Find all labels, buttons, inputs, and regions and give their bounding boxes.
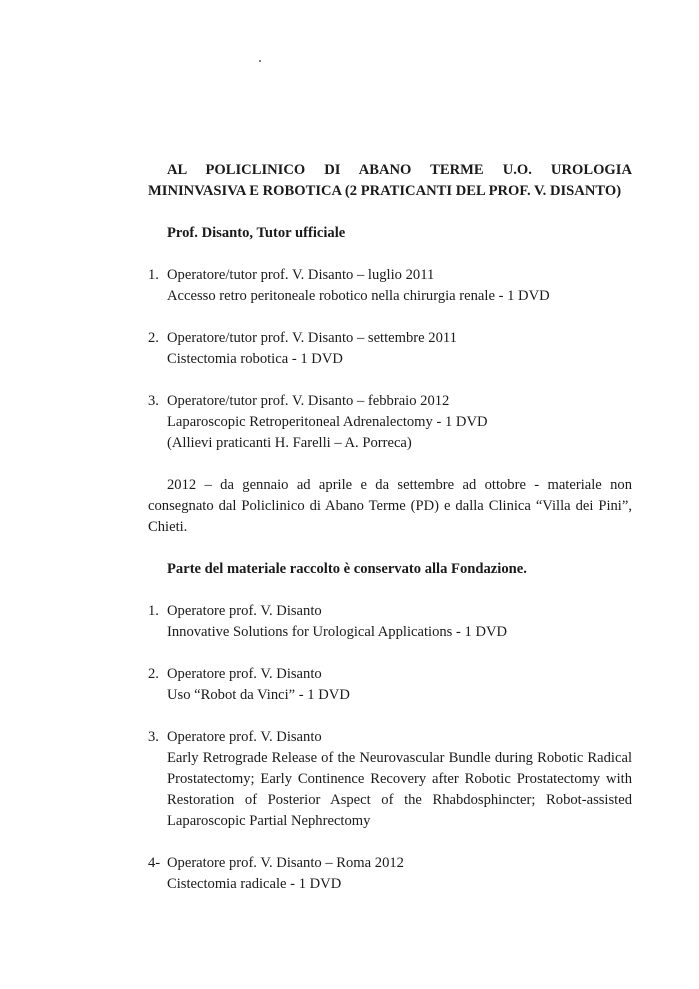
list-item <box>148 664 632 706</box>
list-item <box>148 727 632 832</box>
list-item-operator: Operatore/tutor prof. V. Disanto – febbraio 2012 <box>167 393 450 409</box>
list-item-operator: Operatore prof. V. Disanto <box>167 603 322 619</box>
list-item-operator: Operatore prof. V. Disanto – Roma 2012 <box>167 855 404 871</box>
list-item-students: (Allievi praticanti H. Farelli – A. Porreca) <box>167 435 412 451</box>
list-item-number: 1. <box>148 603 159 619</box>
document-body <box>148 160 632 895</box>
list-item-operator: Operatore/tutor prof. V. Disanto – settembre 2011 <box>167 330 457 346</box>
section-heading: AL POLICLINICO DI ABANO TERME U.O. UROLOGIA MININVASIVA E ROBOTICA (2 PRATICANTI DEL PROF. V. DISANTO) <box>148 162 632 199</box>
list-item-operator: Operatore prof. V. Disanto <box>167 729 322 745</box>
list-item-operator: Operatore prof. V. Disanto <box>167 666 322 682</box>
list-item-number: 2. <box>148 666 159 682</box>
tutor-line: Prof. Disanto, Tutor ufficiale <box>167 225 346 241</box>
list-item-title: Early Retrograde Release of the Neurovascular Bundle during Robotic Radical Prostatectomy; Early Continence Recovery after Robotic Prostatectomy with Restoration of Posterior Aspect of the Rhabdosphincter; Robot-assisted Laparoscopic Partial Nephrectomy <box>167 750 632 829</box>
list-item-title: Uso “Robot da Vinci” - 1 DVD <box>167 687 350 703</box>
list-item-title: Accesso retro peritoneale robotico nella chirurgia renale - 1 DVD <box>167 288 550 304</box>
list-item-number: 2. <box>148 330 159 346</box>
list-item-number: 4- <box>148 855 161 871</box>
conservation-line: Parte del materiale raccolto è conservato alla Fondazione. <box>167 561 527 577</box>
list-item-number: 1. <box>148 267 159 283</box>
list-item <box>148 601 632 643</box>
list-item-title: Innovative Solutions for Urological Applications - 1 DVD <box>167 624 508 640</box>
list-item-title: Cistectomia robotica - 1 DVD <box>167 351 343 367</box>
list-item <box>148 391 632 454</box>
page-mark <box>259 60 261 62</box>
list-item-operator: Operatore/tutor prof. V. Disanto – luglio 2011 <box>167 267 435 283</box>
list-item <box>148 328 632 370</box>
list-item <box>148 853 632 895</box>
list-item-title: Cistectomia radicale - 1 DVD <box>167 876 342 892</box>
list-item-number: 3. <box>148 729 159 745</box>
list-item-title: Laparoscopic Retroperitoneal Adrenalectomy - 1 DVD <box>167 414 488 430</box>
note-2012: 2012 – da gennaio ad aprile e da settembre ad ottobre - materiale non consegnato dal Policlinico di Abano Terme (PD) e dalla Clinica “Villa dei Pini”, Chieti. <box>148 477 632 535</box>
list-item <box>148 265 632 307</box>
list-item-number: 3. <box>148 393 159 409</box>
